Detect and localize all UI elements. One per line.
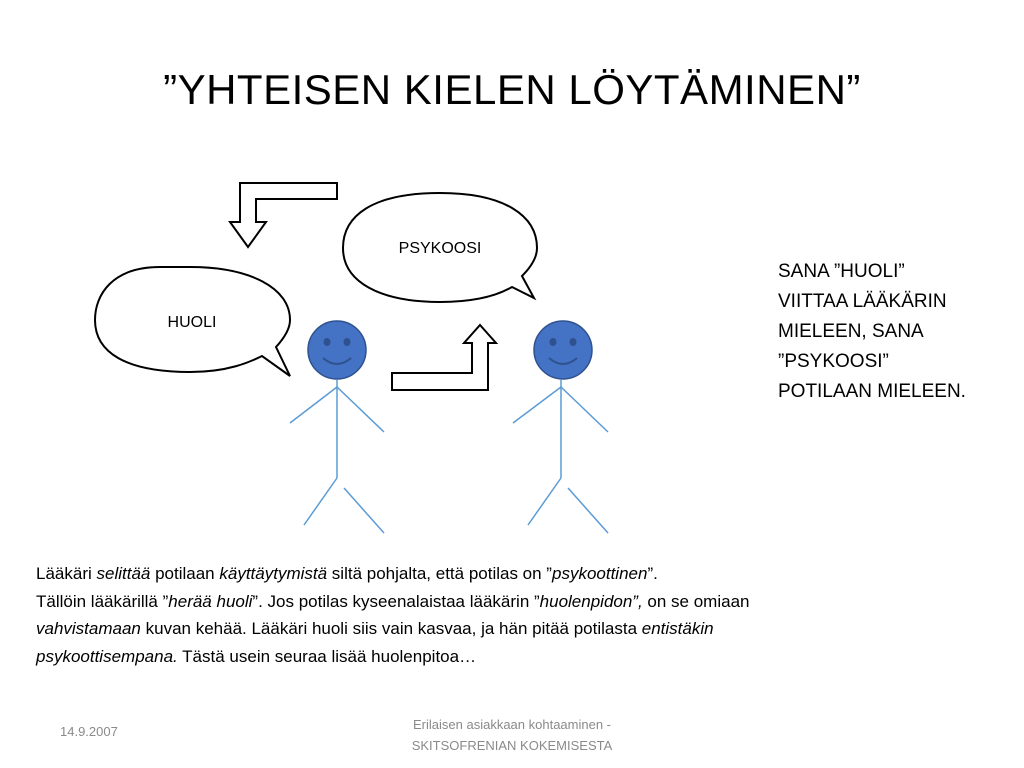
stick-figure-left [290,321,384,533]
speech-bubble-right [343,193,537,302]
text-run: kuvan kehää. Lääkäri huoli siis vain kasvaa, ja hän pitää potilasta [140,619,642,638]
text-run: potilaan [150,564,220,583]
body-line [36,643,996,671]
slide-title: ”YHTEISEN KIELEN LÖYTÄMINEN” [163,66,861,113]
text-run: Tästä usein seuraa lisää huolenpitoa… [177,646,477,666]
stick-figure-right [513,321,608,533]
smiley-face-icon [308,321,366,379]
body-paragraph [36,560,996,670]
text-run-italic: huolenpidon”, [539,591,643,611]
footer-date: 14.9.2007 [60,724,118,739]
text-run: on se omiaan [642,591,750,611]
text-run-italic: selittää [96,564,151,583]
side-note-line: VIITTAA LÄÄKÄRIN [778,291,947,312]
text-run: ”. [647,564,658,583]
side-note-line: SANA ”HUOLI” [778,261,905,282]
bubble-left-label: HUOLI [167,314,217,331]
text-run: siltä pohjalta, että potilas on ” [327,564,552,583]
bent-arrow-down-icon [230,183,337,247]
text-run-italic: psykoottinen [551,564,648,583]
text-run-italic: käyttäytymistä [219,564,328,583]
footer-caption-line: Erilaisen asiakkaan kohtaaminen - [413,717,611,732]
text-run-italic: entistäkin [641,619,714,638]
body-line [36,615,996,643]
side-note-line: POTILAAN MIELEEN. [778,381,966,402]
body-line [36,560,996,588]
side-note-line: ”PSYKOOSI” [778,351,889,372]
body-line [36,588,996,616]
footer-caption [352,714,672,756]
text-run: ”. Jos potilas kyseenalaistaa lääkärin ” [252,591,540,611]
text-run-italic: psykoottisempana. [36,646,178,666]
text-run: Tällöin lääkärillä ” [36,591,169,611]
side-note [778,257,1018,407]
bubble-right-label: PSYKOOSI [398,240,482,257]
text-run-italic: herää huoli [168,591,253,611]
text-run-italic: vahvistamaan [36,619,141,638]
side-note-line: MIELEEN, SANA [778,321,924,342]
text-run: Lääkäri [36,564,97,583]
footer-caption-line: SKITSOFRENIAN KOKEMISESTA [411,738,613,753]
speech-bubble-left [95,267,290,376]
smiley-face-icon [534,321,592,379]
bent-arrow-up-icon [392,325,496,390]
